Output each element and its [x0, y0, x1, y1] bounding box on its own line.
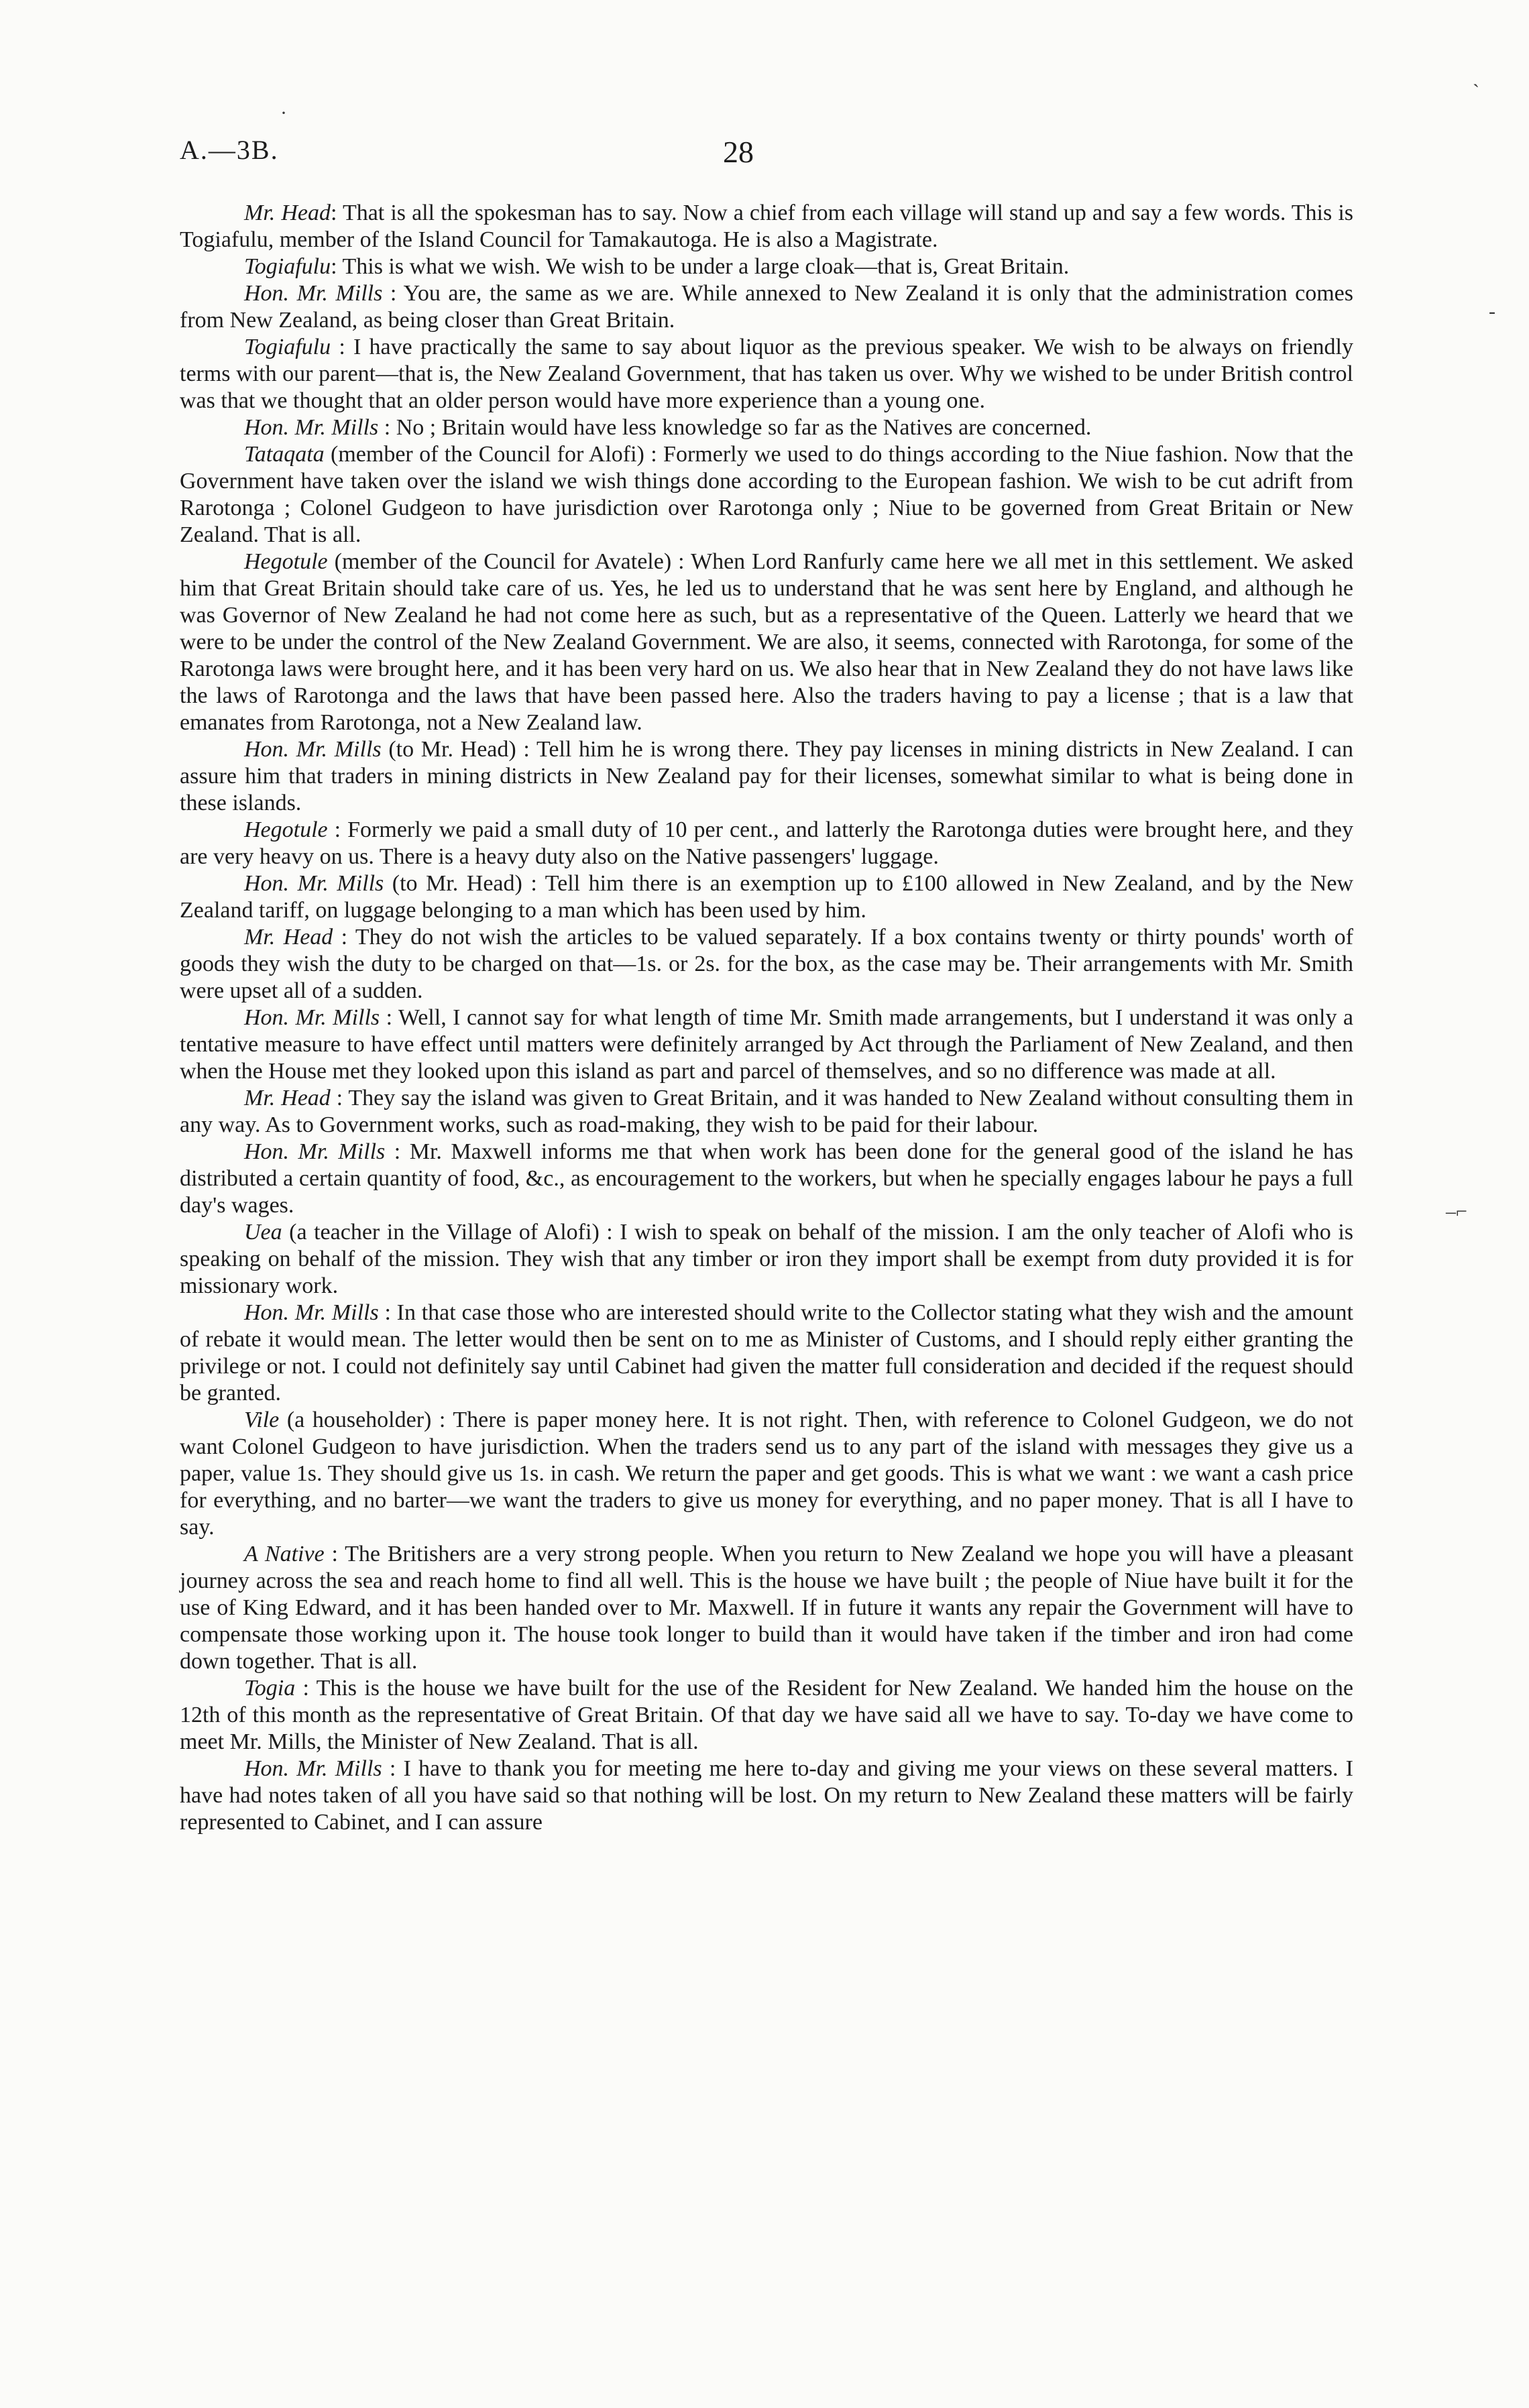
- speaker-name: Hon. Mr. Mills: [244, 281, 383, 306]
- speech-text: I have practically the same to say about liquor as the previous speaker. We wish to be always on friendly terms with our parent—that is, the New Zealand Government, that has taken us over. Why we wished to be under British control was that we thought that an older person would have more experience than a young one.: [180, 335, 1353, 413]
- speaker-separator: :: [382, 281, 404, 306]
- speech-text: In that case those who are interested should write to the Collector stating what they wish and the amount of rebate it would mean. The letter would then be sent on to me as Minister of Customs, and I should reply either granting the privilege or not. I could not definitely say until Cabinet had given the matter full consideration and decided if the request should be granted.: [180, 1300, 1353, 1406]
- speaker-name: Hon. Mr. Mills: [244, 871, 384, 896]
- speaker-separator: :: [331, 335, 354, 359]
- speaker-name: Tataqata: [244, 442, 325, 467]
- speaker-separator: :: [331, 200, 343, 225]
- speech-text: This is what we wish. We wish to be under a large cloak—that is, Great Britain.: [342, 254, 1070, 279]
- speaker-separator: :: [382, 1756, 404, 1781]
- speaker-separator: :: [327, 817, 348, 842]
- transcript-paragraph: [180, 414, 1353, 441]
- page-number: 28: [723, 135, 754, 169]
- transcript-paragraph: [180, 870, 1353, 924]
- speaker-name: Mr. Head: [244, 1086, 331, 1110]
- speaker-name: Vile: [244, 1408, 280, 1432]
- transcript-paragraph: [180, 441, 1353, 549]
- margin-arrow: –⌐: [1446, 1200, 1467, 1222]
- transcript-paragraph: [180, 1219, 1353, 1300]
- speech-text: Tell him there is an exemption up to £100 allowed in New Zealand, and by the New Zealand tariff, on luggage belonging to a man which has been used by him.: [180, 871, 1353, 923]
- speaker-name: Hon. Mr. Mills: [244, 1756, 382, 1781]
- speaker-separator: :: [516, 737, 536, 762]
- speaker-separator: :: [333, 925, 355, 950]
- speaker-separator: :: [644, 442, 664, 467]
- transcript-paragraph: [180, 1675, 1353, 1756]
- speaker-aside: (member of the Council for Avatele): [327, 549, 672, 574]
- speaker-name: Hon. Mr. Mills: [244, 1300, 379, 1325]
- speaker-separator: :: [385, 1139, 410, 1164]
- transcript-paragraph: [180, 200, 1353, 253]
- speech-text: This is the house we have built for the use of the Resident for New Zealand. We handed him the house on the 12th of this month as the representative of Great Britain. Of that day we have said all we have to say. To-day we have come to meet Mr. Mills, the Minister of New Zealand. That is all.: [180, 1676, 1353, 1754]
- speech-text: You are, the same as we are. While annexed to New Zealand it is only that the administration comes from New Zealand, as being closer than Great Britain.: [180, 281, 1353, 333]
- speech-text: Formerly we paid a small duty of 10 per cent., and latterly the Rarotonga duties were brought here, and they are very heavy on us. There is a heavy duty also on the Native passengers' luggage.: [180, 817, 1354, 869]
- speaker-name: Togiafulu: [244, 254, 331, 279]
- speech-text: I have to thank you for meeting me here to-day and giving me your views on these several matters. I have had notes taken of all you have said so that nothing will be lost. On my return to New Zealand these matters will be fairly represented to Cabinet, and I can assure: [180, 1756, 1353, 1835]
- transcript-paragraph: [180, 1300, 1353, 1407]
- margin-dash: ‐: [1489, 300, 1495, 323]
- transcript-paragraph: [180, 817, 1353, 870]
- speech-text: The Britishers are a very strong people. When you return to New Zealand we hope you will have a pleasant journey across the sea and reach home to find all well. This is the house we have built ; the people of Niue have built it for the use of King Edward, and it has been handed over to Mr. Maxwell. If in future it wants any repair the Government will have to compensate those working upon it. The house took longer to build than it would have taken if the timber and iron had come down together. That is all.: [180, 1542, 1354, 1674]
- speaker-aside: (to Mr. Head): [381, 737, 516, 762]
- speaker-aside: (a householder): [279, 1408, 432, 1432]
- speaker-separator: :: [330, 1086, 349, 1110]
- speaker-separator: :: [599, 1220, 620, 1245]
- transcript-paragraph: [180, 334, 1353, 414]
- speech-text: When Lord Ranfurly came here we all met in this settlement. We asked him that Great Britain should take care of us. Yes, he led us to understand that he was sent here by England, and although he was Governor of New Zealand he had not come here as such, but as a representative of the Queen. Latterly we heard that we were to be under the control of the New Zealand Government. We are also, it seems, connected with Rarotonga, for some of the Rarotonga laws were brought here, and it has been very hard on us. We also hear that in New Zealand they do not have laws like the laws of Rarotonga and the laws that have been passed here. Also the traders having to pay a license ; that is a law that emanates from Rarotonga, not a New Zealand law.: [180, 549, 1353, 735]
- document-reference: A.—3B.: [180, 135, 279, 165]
- transcript-paragraph: [180, 1005, 1353, 1085]
- speech-text: No ; Britain would have less knowledge so far as the Natives are concerned.: [396, 415, 1092, 440]
- transcript-paragraph: [180, 736, 1353, 817]
- speaker-name: Uea: [244, 1220, 282, 1245]
- speech-text: Formerly we used to do things according to the Niue fashion. Now that the Government have taken over the island we wish things done according to the European fashion. We wish to be cut adrift from Rarotonga ; Colonel Gudgeon to have jurisdiction over Rarotonga only ; Niue to be governed from Great Britain or New Zealand. That is all.: [180, 442, 1353, 547]
- speaker-separator: :: [380, 1005, 398, 1030]
- speaker-name: Hegotule: [244, 549, 328, 574]
- speaker-separator: :: [378, 415, 396, 440]
- transcript-paragraph: [180, 280, 1353, 334]
- transcript-paragraph: [180, 1139, 1353, 1219]
- transcript-paragraph: [180, 549, 1353, 736]
- speaker-name: Hon. Mr. Mills: [244, 1139, 386, 1164]
- speaker-separator: :: [671, 549, 691, 574]
- speaker-name: Hegotule: [244, 817, 328, 842]
- margin-tick: `: [1473, 80, 1479, 103]
- speaker-name: Togiafulu: [244, 335, 331, 359]
- speech-text: There is paper money here. It is not right. Then, with reference to Colonel Gudgeon, we do not want Colonel Gudgeon to have jurisdiction. When the traders send us to any part of the island with messages they give us a paper, value 1s. They should give us 1s. in cash. We return the paper and get goods. This is what we want : we want a cash price for everything, and no barter—we want the traders to give us money for everything, and no paper money. That is all I have to say.: [180, 1408, 1354, 1540]
- speech-text: They say the island was given to Great Britain, and it was handed to New Zealand without consulting them in any way. As to Government works, such as road-making, they wish to be paid for their labour.: [180, 1086, 1353, 1137]
- speech-text: That is all the spokesman has to say. Now a chief from each village will stand up and say a few words. This is Togiafulu, member of the Island Council for Tamakautoga. He is also a Magistrate.: [180, 200, 1353, 252]
- speaker-separator: :: [331, 254, 343, 279]
- speaker-separator: :: [295, 1676, 317, 1701]
- transcript-paragraph: [180, 1407, 1353, 1541]
- page-header: [180, 134, 1414, 174]
- transcript-paragraph: [180, 924, 1353, 1005]
- speaker-aside: (a teacher in the Village of Alofi): [282, 1220, 600, 1245]
- margin-dot: ·: [280, 102, 287, 124]
- speech-text: Tell him he is wrong there. They pay licenses in mining districts in New Zealand. I can assure him that traders in mining districts in New Zealand pay for their licenses, somewhat similar to what is being done in these islands.: [180, 737, 1353, 815]
- speaker-separator: :: [431, 1408, 453, 1432]
- speech-text: I wish to speak on behalf of the mission. I am the only teacher of Alofi who is speaking on behalf of the mission. They wish that any timber or iron they import shall be exempt from duty provided it is for missionary work.: [180, 1220, 1353, 1298]
- transcript-paragraph: [180, 1541, 1353, 1675]
- speaker-aside: (member of the Council for Alofi): [324, 442, 644, 467]
- speaker-name: A Native: [244, 1542, 325, 1566]
- speaker-aside: (to Mr. Head): [384, 871, 522, 896]
- transcript-paragraph: [180, 1085, 1353, 1139]
- speech-text: They do not wish the articles to be valued separately. If a box contains twenty or thirty pounds' worth of goods they wish the duty to be charged on that—1s. or 2s. for the box, as the case may be. Their arrangements with Mr. Smith were upset all of a sudden.: [180, 925, 1353, 1003]
- speaker-name: Hon. Mr. Mills: [244, 737, 382, 762]
- speaker-separator: :: [378, 1300, 397, 1325]
- transcript-body: [180, 200, 1353, 1836]
- speech-text: Well, I cannot say for what length of time Mr. Smith made arrangements, but I understand it was only a tentative measure to have effect until matters were definitely arranged by Act through the Parliament of New Zealand, and then when the House met they looked upon this island as part and parcel of themselves, and so no difference was made at all.: [180, 1005, 1353, 1084]
- transcript-paragraph: [180, 253, 1353, 280]
- transcript-paragraph: [180, 1756, 1353, 1836]
- speaker-name: Mr. Head: [244, 200, 331, 225]
- speaker-name: Mr. Head: [244, 925, 333, 950]
- speaker-separator: :: [324, 1542, 345, 1566]
- speech-text: Mr. Maxwell informs me that when work has been done for the general good of the island he has distributed a certain quantity of food, &c., as encouragement to the workers, but when he specially engages labour he pays a full day's wages.: [180, 1139, 1353, 1218]
- speaker-name: Hon. Mr. Mills: [244, 1005, 380, 1030]
- speaker-separator: :: [522, 871, 545, 896]
- speaker-name: Togia: [244, 1676, 296, 1701]
- speaker-name: Hon. Mr. Mills: [244, 415, 379, 440]
